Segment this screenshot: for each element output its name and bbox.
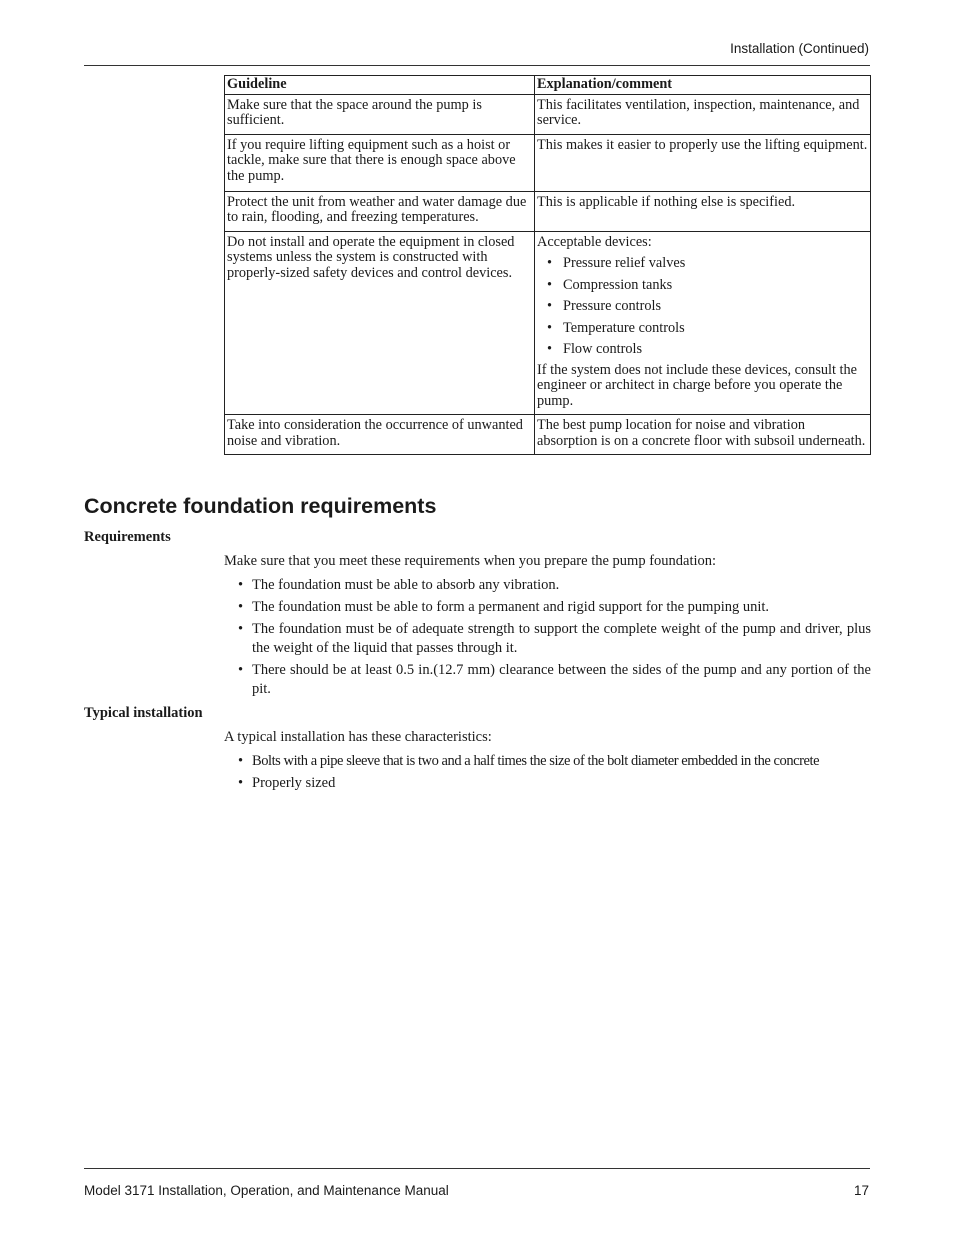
comment-cell: The best pump location for noise and vibration absorption is on a concrete floor with subsoil underneath. <box>535 415 871 455</box>
list-item: • Pressure controls <box>547 296 868 318</box>
requirements-body <box>224 552 871 702</box>
table-row <box>225 231 871 415</box>
table-row <box>225 134 871 191</box>
list-item: • Temperature controls <box>547 318 868 340</box>
guideline-cell: Make sure that the space around the pump is sufficient. <box>225 94 535 134</box>
guideline-cell: If you require lifting equipment such as a hoist or tackle, make sure that there is enough space above the pump. <box>225 134 535 191</box>
table-header-row <box>225 76 871 95</box>
list-item: • There should be at least 0.5 in.(12.7 mm) clearance between the sides of the pump and any portion of the pit. <box>238 661 871 699</box>
requirements-intro: Make sure that you meet these requirements when you prepare the pump foundation: <box>224 553 717 569</box>
list-item: • The foundation must be of adequate strength to support the complete weight of the pump and driver, plus the weight of the liquid that passes through it. <box>238 620 871 658</box>
comment-cell <box>535 231 871 415</box>
manual-title: Model 3171 Installation, Operation, and Maintenance Manual <box>84 1183 449 1198</box>
requirements-heading: Requirements <box>84 529 171 545</box>
list-item: • The foundation must be able to form a permanent and rigid support for the pumping unit. <box>238 598 871 617</box>
guideline-cell: Take into consideration the occurrence of unwanted noise and vibration. <box>225 415 535 455</box>
typical-installation-intro: A typical installation has these characteristics: <box>224 729 492 745</box>
column-header-guideline: Guideline <box>225 76 535 95</box>
guidelines-table <box>224 75 871 455</box>
guideline-cell: Do not install and operate the equipment in closed systems unless the system is constructed with properly-sized safety devices and control devices. <box>225 231 535 415</box>
acceptable-devices-note: If the system does not include these devices, consult the engineer or architect in charge before you operate the pump. <box>537 361 858 409</box>
comment-cell: This facilitates ventilation, inspection, maintenance, and service. <box>535 94 871 134</box>
running-footer <box>84 1168 870 1198</box>
list-item: • Pressure relief valves <box>547 253 868 275</box>
list-item: • Bolts with a pipe sleeve that is two and a half times the size of the bolt diameter embedded in the concrete <box>238 752 871 771</box>
typical-installation-heading: Typical installation <box>84 705 203 721</box>
running-header <box>84 40 870 66</box>
list-item: • Flow controls <box>547 339 868 361</box>
comment-cell: This makes it easier to properly use the lifting equipment. <box>535 134 871 191</box>
list-item: • The foundation must be able to absorb any vibration. <box>238 576 871 595</box>
column-header-explanation: Explanation/comment <box>535 76 871 95</box>
guideline-cell: Protect the unit from weather and water damage due to rain, flooding, and freezing temperatures. <box>225 191 535 231</box>
page-number: 17 <box>853 1183 869 1198</box>
comment-cell: This is applicable if nothing else is specified. <box>535 191 871 231</box>
table-row <box>225 191 871 231</box>
typical-installation-list <box>224 752 871 793</box>
table-row <box>225 94 871 134</box>
header-section-label: Installation (Continued) <box>730 41 869 56</box>
typical-installation-body <box>224 728 871 796</box>
acceptable-devices-intro: Acceptable devices: <box>537 233 652 250</box>
requirements-list <box>224 576 871 699</box>
acceptable-devices-list <box>537 253 868 361</box>
table-row <box>225 415 871 455</box>
list-item: • Properly sized <box>238 774 871 793</box>
section-title: Concrete foundation requirements <box>84 494 437 518</box>
list-item: • Compression tanks <box>547 275 868 297</box>
